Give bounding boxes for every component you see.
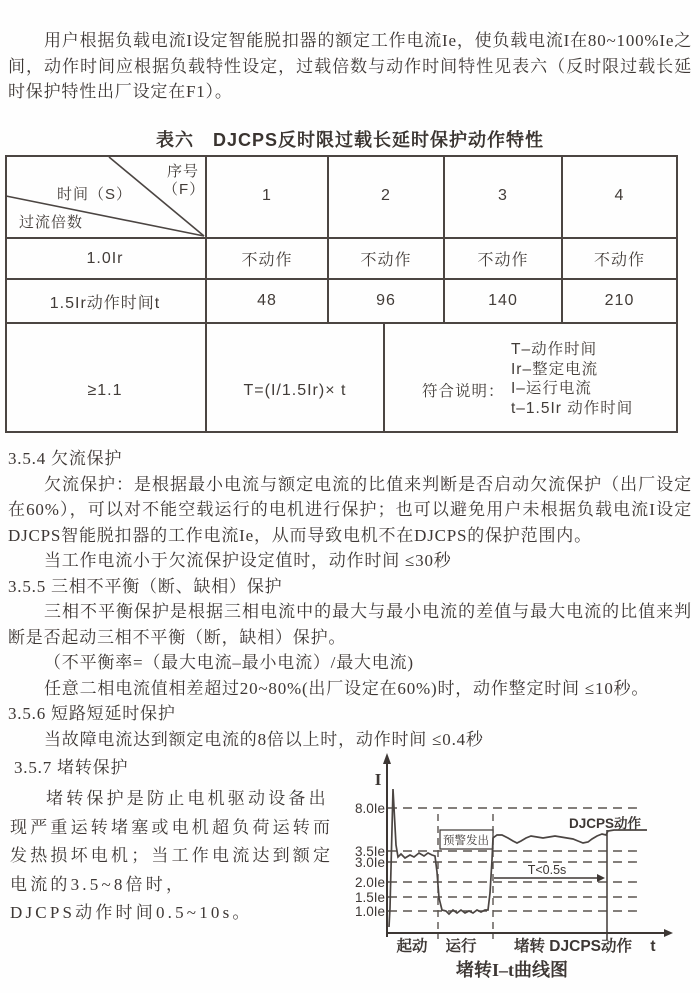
paragraph-354-1: 欠流保护：是根据最小电流与额定电流的比值来判断是否启动欠流保护（出厂设定在60%），可以对不能空载运行的电机进行保护；也可以避免用户未根据负载电流I设定DJCPS智能脱扣器的工作电流Ie，从而导致电机不在DJCPS的保护范围内。 [8, 474, 692, 545]
stall-line: 堵转保护是防止电机驱动设备出 [46, 789, 329, 808]
paragraph-355-1: 三相不平衡保护是根据三相电流中的最大与最小电流的差值与最大电流的比值来判断是否起动三相不平衡（断，缺相）保护。 [8, 602, 692, 647]
paragraph-355-2: （不平衡率=（最大电流–最小电流）/最大电流) [44, 653, 414, 672]
phase-label-stall: 堵转 DJCPS动作 [514, 938, 632, 955]
y-tick: 8.0Ie [354, 801, 385, 816]
trip-time-arrowhead [597, 874, 605, 882]
y-tick-labels [355, 801, 385, 919]
trip-time-label: T<0.5s [527, 863, 567, 877]
phase-label-start: 起动 [396, 938, 428, 955]
y-tick: 3.0Ie [354, 855, 385, 870]
row1-cell-2: 不动作 [360, 252, 412, 269]
row1-cell-3: 不动作 [477, 252, 529, 269]
col-header-3: 3 [498, 187, 508, 204]
chart-caption: 堵转I–t曲线图 [456, 960, 568, 980]
y-tick: 3.5Ie [354, 844, 385, 859]
row1-cell-4: 不动作 [593, 252, 645, 269]
footer-formula: T=(I/1.5Ir)× t [243, 382, 347, 399]
footer-condition: ≥1.1 [87, 382, 123, 399]
table-border-bottom [5, 431, 678, 433]
table6 [5, 155, 678, 433]
col-header-1: 1 [262, 187, 272, 204]
row2-cell-1: 48 [257, 292, 277, 309]
col-header-4: 4 [614, 187, 625, 204]
footer-note-label: 符合说明： [422, 383, 505, 400]
table-line-h3 [5, 322, 678, 324]
stall-line: 电流的3.5~8倍时， [10, 874, 187, 894]
y-tick: 1.0Ie [354, 904, 385, 919]
table-title: 表六 DJCPS反时限过载长延时保护动作特性 [155, 130, 545, 150]
stall-line: 现严重运转堵塞或电机超负荷运转而 [10, 817, 334, 837]
row2-cell-2: 96 [376, 292, 396, 309]
corner-label-f: （F） [163, 181, 206, 198]
sections-block [8, 446, 692, 752]
footer-notes [511, 340, 633, 418]
note-line: t–1.5Ir 动作时间 [511, 399, 634, 417]
current-curve [389, 789, 647, 927]
paragraph-354-2: 当工作电流小于欠流保护设定值时，动作时间 ≤30秒 [44, 551, 452, 570]
phase-label-run: 运行 [445, 938, 477, 955]
heading-356: 3.5.6 短路短延时保护 [8, 704, 176, 723]
y-tick: 2.0Ie [354, 875, 385, 890]
phase-labels [396, 936, 655, 955]
y-axis-label: I [374, 770, 382, 789]
corner-label-time: 时间（S） [57, 186, 133, 203]
heading-355: 3.5.5 三相不平衡（断、缺相）保护 [8, 576, 283, 596]
x-axis-arrow [664, 929, 673, 937]
y-tick: 1.5Ie [354, 890, 385, 905]
corner-label-ratio: 过流倍数 [19, 214, 84, 231]
row2-label: 1.5Ir动作时间t [49, 294, 161, 312]
row1-cell-1: 不动作 [241, 252, 293, 269]
col-header-2: 2 [381, 187, 391, 204]
note-line: Ir–整定电流 [511, 360, 599, 378]
heading-357: 3.5.7 堵转保护 [14, 758, 129, 777]
row1-label: 1.0Ir [86, 249, 124, 267]
warning-label: 预警发出 [443, 835, 489, 847]
table-footer-divider [383, 322, 385, 431]
note-line: I–运行电流 [511, 380, 592, 397]
stall-it-curve-chart [340, 750, 700, 993]
row2-cell-4: 210 [604, 292, 635, 309]
y-axis-arrow [383, 753, 391, 764]
table-border-right [676, 155, 678, 433]
paragraph-355-3: 任意二相电流值相差超过20~80%(出厂设定在60%)时，动作整定时间 ≤10秒。 [44, 678, 650, 698]
djcps-action-label: DJCPS动作 [568, 816, 642, 831]
note-line: T–动作时间 [511, 341, 598, 358]
stall-line: 发热损坏电机；当工作电流达到额定 [10, 846, 334, 865]
heading-354: 3.5.4 欠流保护 [8, 449, 123, 468]
row2-cell-3: 140 [488, 292, 518, 309]
paragraph-356-1: 当故障电流达到额定电流的8倍以上时，动作时间 ≤0.4秒 [44, 729, 484, 749]
intro-paragraph: 用户根据负载电流I设定智能脱扣器的额定工作电流Ie，使负载电流I在80~100%Ie之间，动作时间应根据负载特性设定，过载倍数与动作时间特性见表六（反时限过载长延时保护特性出厂设定在F1）。 [8, 31, 692, 101]
corner-label-seq: 序号 [167, 163, 200, 180]
stall-line: DJCPS动作时间0.5~10s。 [10, 903, 253, 922]
stall-paragraph [10, 785, 345, 928]
x-axis-label: t [650, 938, 656, 955]
